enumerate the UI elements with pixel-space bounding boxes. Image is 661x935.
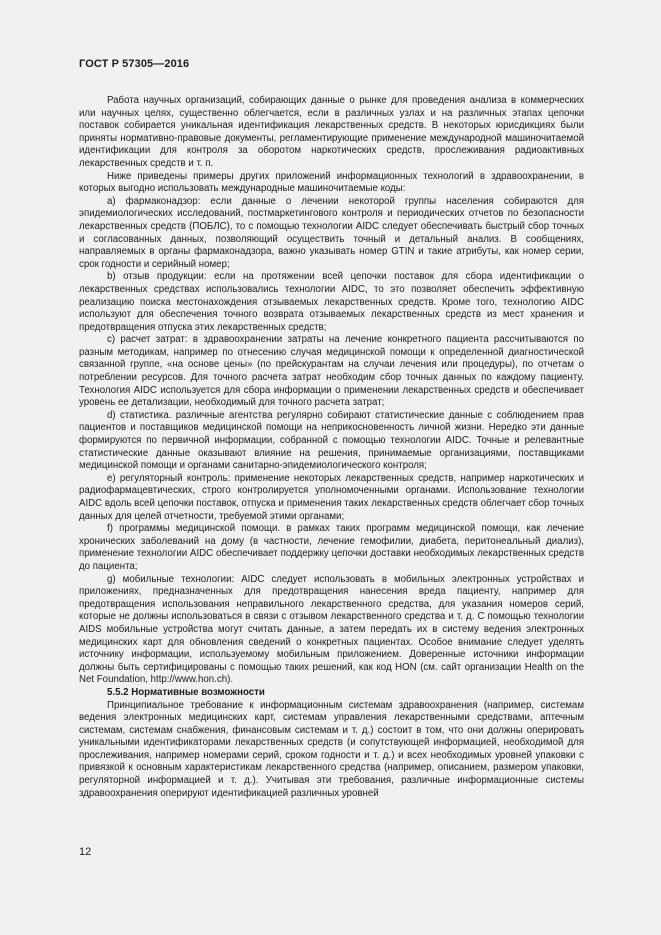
page-number: 12: [79, 846, 92, 858]
list-item-pharmacovigilance: a) фармаконадзор: если данные о лечении некоторой группы населения собираются для эпидемиологических исследований, постмаркетингового контроля и периодических отчетов по безопасности лекарственных средств (ПОБЛС), то с помощью технологии AIDC следует обеспечивать быстрый сбор точных и согласованных данных, позволяющий осуществить точный и детальный анализ. В сообщениях, направляемых в органы фармаконадзора, важно указывать номер GTIN и такие атрибуты, как номер серии, срок годности и серийный номер;: [79, 195, 584, 270]
paragraph-regulatory-requirements: Принципиальное требование к информационным системам здравоохранения (например, системам ведения электронных медицинских карт, системам управления лекарственными средствами, аптечным системам, системам снабжения, финансовым системам и т. д.) состоит в том, что они должны оперировать уникальными идентификаторами лекарственных средств (и сопутствующей информацией, необходимой для прослеживания, например номерами серий, сроком годности и т. д.) и всех необходимых уровней упаковки с привязкой к основным характеристикам лекарственного средства (например, описанием, размером упаковки, регуляторной информацией и т. д.). Учитывая эти требования, различные информационные системы здравоохранения оперируют идентификацией различных уровней: [79, 699, 584, 799]
document-body: [79, 95, 584, 800]
standard-code-header: ГОСТ Р 57305—2016: [79, 58, 190, 70]
list-item-product-recall: b) отзыв продукции: если на протяжении всей цепочки поставок для сбора идентификации о лекарственных средствах использовались технологии AIDC, то это позволяет обеспечить эффективную реализацию поиска местонахождения отзываемых лекарственных средств. Кроме того, технологию AIDC используют для обеспечения точного возврата отзываемых лекарственных средств из мест хранения и предотвращения отпуска этих лекарственных средств;: [79, 271, 584, 333]
section-heading: 5.5.2 Нормативные возможности: [107, 686, 265, 698]
paragraph-market-research: Работа научных организаций, собирающих данные о рынке для проведения анализа в коммерческих или научных целях, существенно облегчается, если в различных узлах и на различных этапах цепочки поставок собирается уникальная идентификация лекарственных средств. В некоторых юрисдикциях были приняты нормативно-правовые документы, регламентирующие применение международной машиночитаемой идентификации для контроля за оборотом наркотических средств, прослеживания радиоактивных лекарственных средств и т. п.: [79, 95, 584, 169]
list-item-regulatory-control: e) регуляторный контроль: применение некоторых лекарственных средств, например наркотических и радиофармацевтических, строго контролируется уполномоченными органами. Использование технологии AIDC вдоль всей цепочки поставок, отпуска и применения таких лекарственных средств облегчает сбор точных данных для целей отчетности, требуемой этими органами;: [79, 472, 584, 522]
paragraph-examples-intro: Ниже приведены примеры других приложений информационных технологий в здравоохранении, в которых выгодно использовать международные машиночитаемые коды:: [79, 170, 584, 195]
list-item-statistics: d) статистика. различные агентства регулярно собирают статистические данные с соблюдением прав пациентов и поставщиков медицинской помощи на неприкосновенность личной жизни. Нередко эти данные формируются по первичной информации, собранной с помощью технологии AIDC. Точные и релевантные статистические данные оказывают влияние на решения, принимаемые организациями, поставщиками медицинской помощи и органами санитарно-эпидемиологического контроля;: [79, 409, 584, 472]
list-item-care-programs: f) программы медицинской помощи. в рамках таких программ медицинской помощи, как лечение хронических заболеваний на дому (в частности, лечение гемофилии, диабета, перитонеальный диализ), применение технологии AIDC обеспечивает поддержку цепочки доставки необходимых лекарственных средств до пациента;: [79, 523, 584, 572]
list-item-cost-calculation: c) расчет затрат: в здравоохранении затраты на лечение конкретного пациента рассчитываются по разным методикам, например по отнесению случая медицинской помощи к определенной диагностической связанной группе, «на основе цены» (по прейскурантам на случаи лечения или процедуры), по отчетам о потреблении ресурсов. Для точного расчета затрат необходим сбор точных данных по каждому пациенту. Технология AIDC используется для сбора информации о применении лекарственных средств и обеспечивает уровень ее детализации, необходимый для точного расчета затрат;: [79, 334, 584, 409]
list-item-mobile-technologies: g) мобильные технологии: AIDC следует использовать в мобильных электронных устройствах и приложениях, предназначенных для предотвращения нанесения вреда пациенту, например для предотвращения использования неправильного лекарственного средства, для указания номеров серий, которые не должны использоваться в связи с отзывом лекарственного средства и т. д. С помощью технологии AIDS мобильные устройства могут считать данные, а затем передать их в систему ведения электронных медицинских карт для обновления сведений о конкретных пациентах. Особое внимание следует уделять источнику информации, используемому мобильным приложением. Доверенные источники информации должны быть сертифицированы с помощью таких решений, как код HON (см. сайт организации Health on the Net Foundation, http://www.hon.ch).: [79, 573, 584, 686]
